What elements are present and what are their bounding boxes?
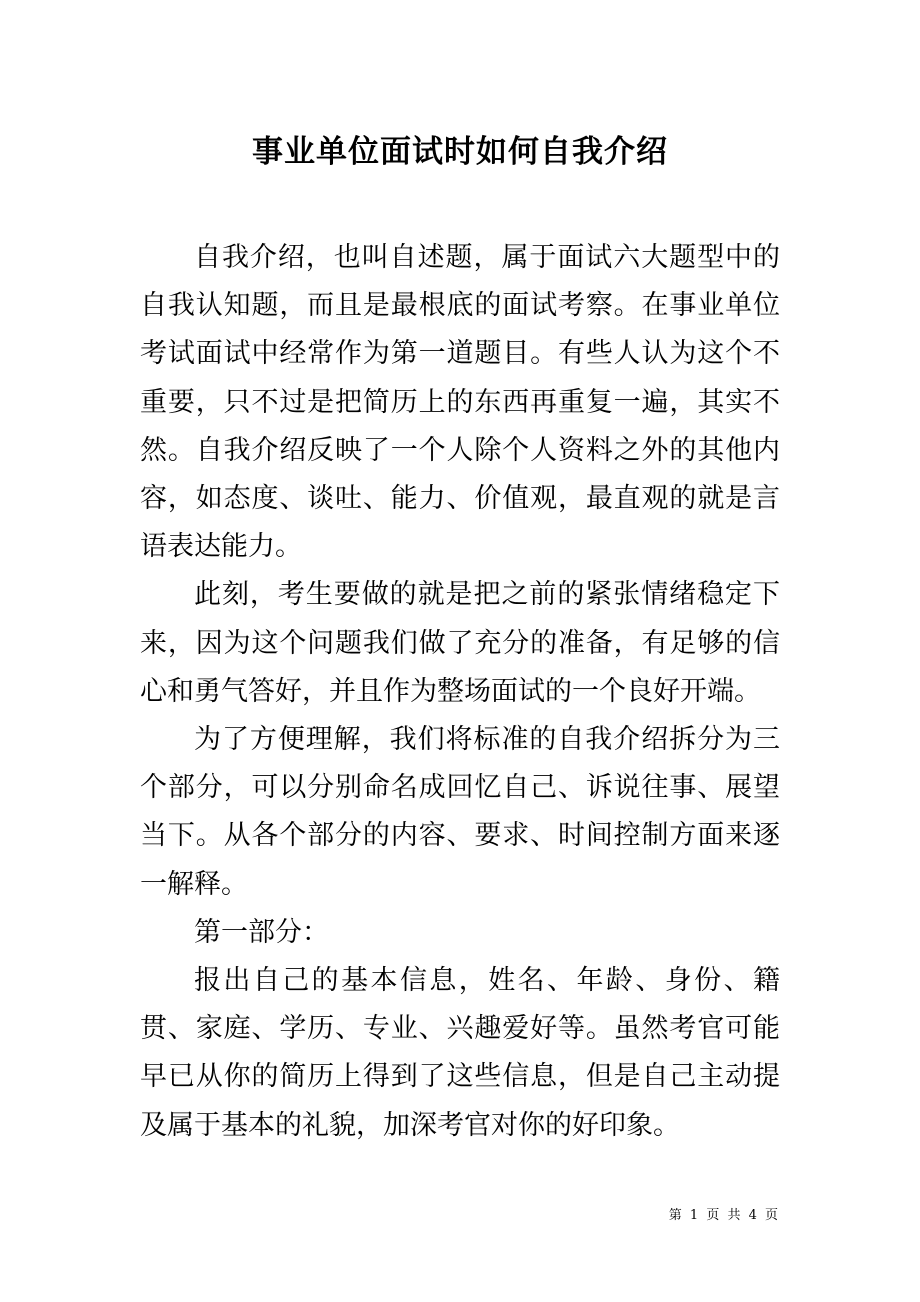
- document-title: 事业单位面试时如何自我介绍: [252, 134, 668, 170]
- page-number-footer: 第 1 页 共 4 页: [668, 1208, 780, 1223]
- document-body: [140, 234, 780, 1150]
- paragraph-structure: 为了方便理解，我们将标准的自我介绍拆分为三个部分，可以分别命名成回忆自己、诉说往事、展望当下。从各个部分的内容、要求、时间控制方面来逐一解释。: [140, 724, 780, 900]
- section-heading-part-one: 第一部分：: [194, 916, 329, 948]
- paragraph-intro: 自我介绍，也叫自述题，属于面试六大题型中的自我认知题，而且是最根底的面试考察。在事业单位考试面试中经常作为第一道题目。有些人认为这个不重要，只不过是把简历上的东西再重复一遍，其实不然。自我介绍反映了一个人除个人资料之外的其他内容，如态度、谈吐、能力、价值观，最直观的就是言语表达能力。: [140, 242, 780, 563]
- paragraph-calm: 此刻，考生要做的就是把之前的紧张情绪稳定下来，因为这个问题我们做了充分的准备，有足够的信心和勇气答好，并且作为整场面试的一个良好开端。: [140, 579, 780, 707]
- paragraph-part-one: 报出自己的基本信息，姓名、年龄、身份、籍贯、家庭、学历、专业、兴趣爱好等。虽然考官可能早已从你的简历上得到了这些信息，但是自己主动提及属于基本的礼貌，加深考官对你的好印象。: [140, 965, 780, 1141]
